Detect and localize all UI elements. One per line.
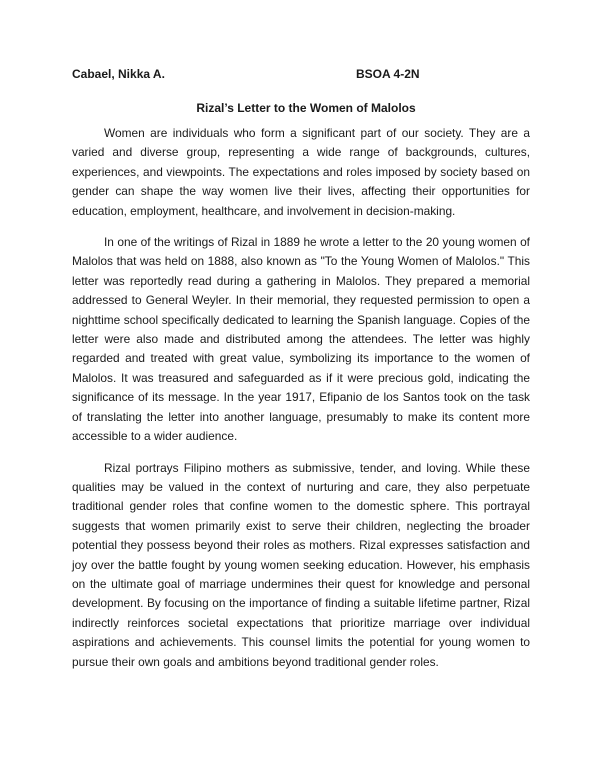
body-paragraph-1: Women are individuals who form a significant part of our society. They are a varied and diverse group, representing a wide range of backgrounds, cultures, experiences, and viewpoints. The expectations and roles imposed by society based on gender can shape the way women live their lives, affecting their opportunities for education, employment, healthcare, and involvement in decision-making. [72, 126, 530, 218]
class-section: BSOA 4-2N [356, 67, 420, 81]
body-paragraph-2: In one of the writings of Rizal in 1889 he wrote a letter to the 20 young women of Malolos that was held on 1888, also known as "To the Young Women of Malolos." This letter was reportedly read during a gathering in Malolos. They prepared a memorial addressed to General Weyler. In their memorial, they requested permission to open a nighttime school specifically dedicated to learning the Spanish language. Copies of the letter were also made and distributed among the attendees. The letter was highly regarded and treated with great value, symbolizing its importance to the women of Malolos. It was treasured and safeguarded as if it were precious gold, indicating the significance of its message. In the year 1917, Efipanio de los Santos took on the task of translating the letter into another language, presumably to make its content more accessible to a wider audience. [72, 235, 530, 444]
document-title: Rizal’s Letter to the Women of Malolos [196, 101, 416, 115]
document-page [72, 66, 530, 672]
document-header [72, 66, 530, 82]
author-name: Cabael, Nikka A. [72, 67, 165, 81]
body-paragraph-3: Rizal portrays Filipino mothers as submissive, tender, and loving. While these qualities may be valued in the context of nurturing and care, they also perpetuate traditional gender roles that confine women to the domestic sphere. This portrayal suggests that women primarily exist to serve their children, neglecting the broader potential they possess beyond their roles as mothers. Rizal expresses satisfaction and joy over the battle fought by young women seeking education. However, his emphasis on the ultimate goal of marriage undermines their quest for knowledge and personal development. By focusing on the importance of finding a suitable lifetime partner, Rizal indirectly reinforces societal expectations that prioritize marriage over individual aspirations and achievements. This counsel limits the potential for young women to pursue their own goals and ambitions beyond traditional gender roles. [72, 460, 530, 669]
